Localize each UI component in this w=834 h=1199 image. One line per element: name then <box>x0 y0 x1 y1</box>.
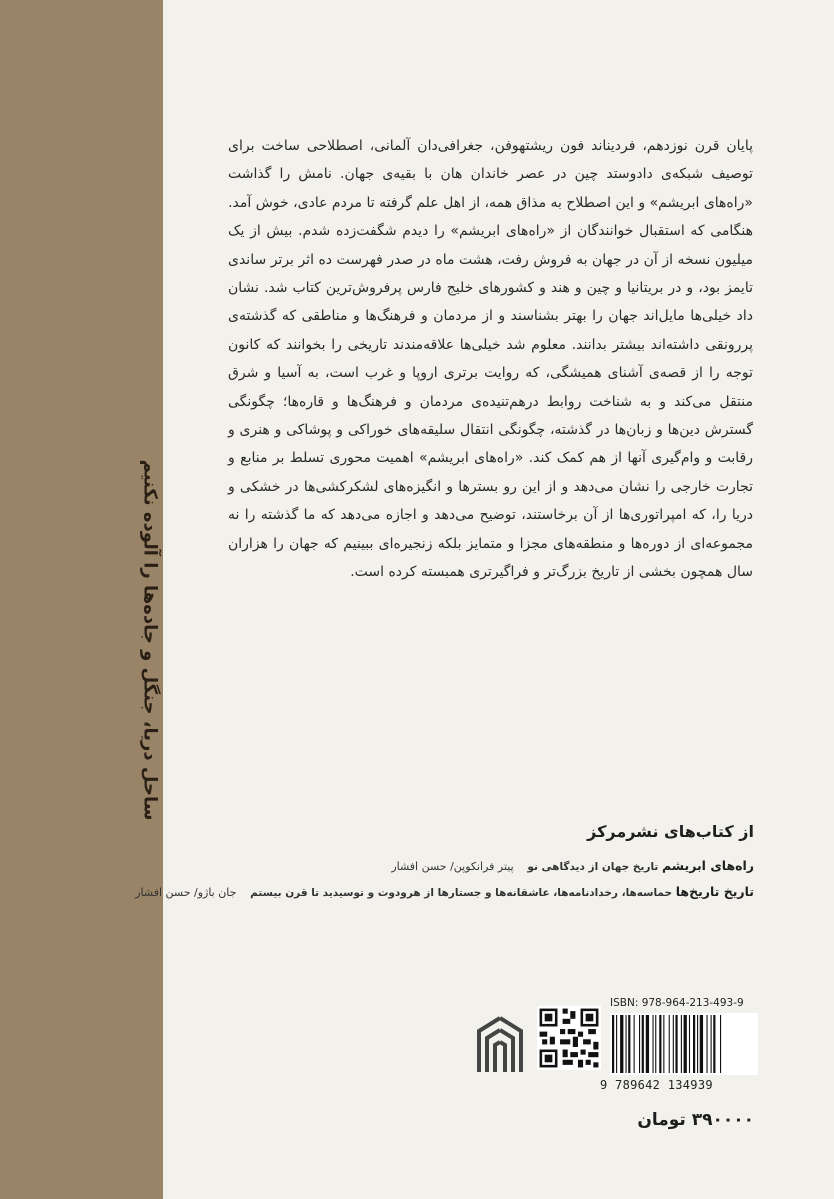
publisher-logo-icon <box>475 1014 525 1076</box>
book-spine-band <box>0 0 163 1199</box>
book-authors: پیتر فرانکوپن/ حسن افشار <box>391 860 514 873</box>
spine-slogan: ساحل دریا، جنگل و جاده‌ها را آلوده نکنیم <box>139 459 161 821</box>
book-subtitle: تاریخ جهان از دیدگاهی نو <box>527 861 659 873</box>
book-entry-1 <box>391 858 754 873</box>
book-title: راه‌های ابریشم <box>662 858 754 873</box>
book-entry-2 <box>135 884 754 899</box>
barcode-icon <box>610 1013 758 1075</box>
book-subtitle: حماسه‌ها، رخدادنامه‌ها، عاشقانه‌ها و جستارها از هرودوت و توسیدید تا قرن بیستم <box>250 887 673 899</box>
books-heading: از کتاب‌های نشرمرکز <box>587 822 754 841</box>
book-title: تاریخ تاریخ‌ها <box>675 884 754 899</box>
description-text <box>228 132 753 587</box>
barcode-digits: 9 789642 134939 <box>600 1078 713 1092</box>
book-authors: جان باژو/ حسن افشار <box>135 886 237 899</box>
description-paragraph-2: هنگامی که استقبال خوانندگان از «راه‌های ابریشم» را دیدم شگفت‌زده شدم. بیش از یک میلیون نسخه از آن در جهان به فروش رفت، هشت ماه در صدر فهرست ده اثر برتر ساندی تایمز بود، و در بریتانیا و چین و هند و کشورهای خلیج فارس پرفروش‌ترین کتاب شد. نشان داد خیلی‌ها مایل‌اند جهان را بهتر بشناسند و از مردمان و فرهنگ‌ها و مناطقی که گذشته‌ی پررونقی داشته‌اند بیشتر بدانند. معلوم شد خیلی‌ها علاقه‌مندند تاریخی را بخوانند که کانون توجه را از قصه‌ی آشنای همیشگی، که روایت برتری اروپا و غرب است، به آسیا و شرق منتقل می‌کند و به شناخت روابط درهم‌تنیده‌ی مردمان و فرهنگ‌ها و قاره‌ها؛ چگونگی گسترش دین‌ها و زبان‌ها در گذشته، چگونگی انتقال سلیقه‌های خوراکی و پوشاکی و هنری و رقابت و وام‌گیری آنها از هم کمک کند. «راه‌های ابریشم» اهمیت محوری تسلط بر منابع و تجارت خارجی را نشان می‌دهد و از این رو بسترها و انگیزه‌های لشکرکشی‌ها در خشکی و دریا را، که امپراتوری‌ها از آن برخاستند، توضیح می‌دهد و اجازه می‌دهد که ما گذشته را نه مجموعه‌ای از دوره‌ها و منطقه‌های مجزا و متمایز بلکه زنجیره‌ای ببینیم که جهان را هزاران سال همچون بخشی از تاریخ بزرگ‌تر و فراگیرتری همبسته کرده است. <box>228 223 753 581</box>
price-label: ۳۹۰۰۰۰ تومان <box>637 1110 754 1130</box>
isbn-label: ISBN: 978-964-213-493-9 <box>610 997 744 1009</box>
qr-code-icon <box>537 1006 601 1070</box>
description-paragraph-1: پایان قرن نوزدهم، فردیناند فون ریشتهوفن، جغرافی‌دان آلمانی، اصطلاحی ساخت برای توصیف شبکه‌ی دادوستد چین در عصر خاندان هان با بقیه‌ی جهان. نامش را گذاشت «راه‌های ابریشم» و این اصطلاح به مذاق همه، از اهل علم گرفته تا مردم عادی، خوش آمد. <box>228 138 753 211</box>
